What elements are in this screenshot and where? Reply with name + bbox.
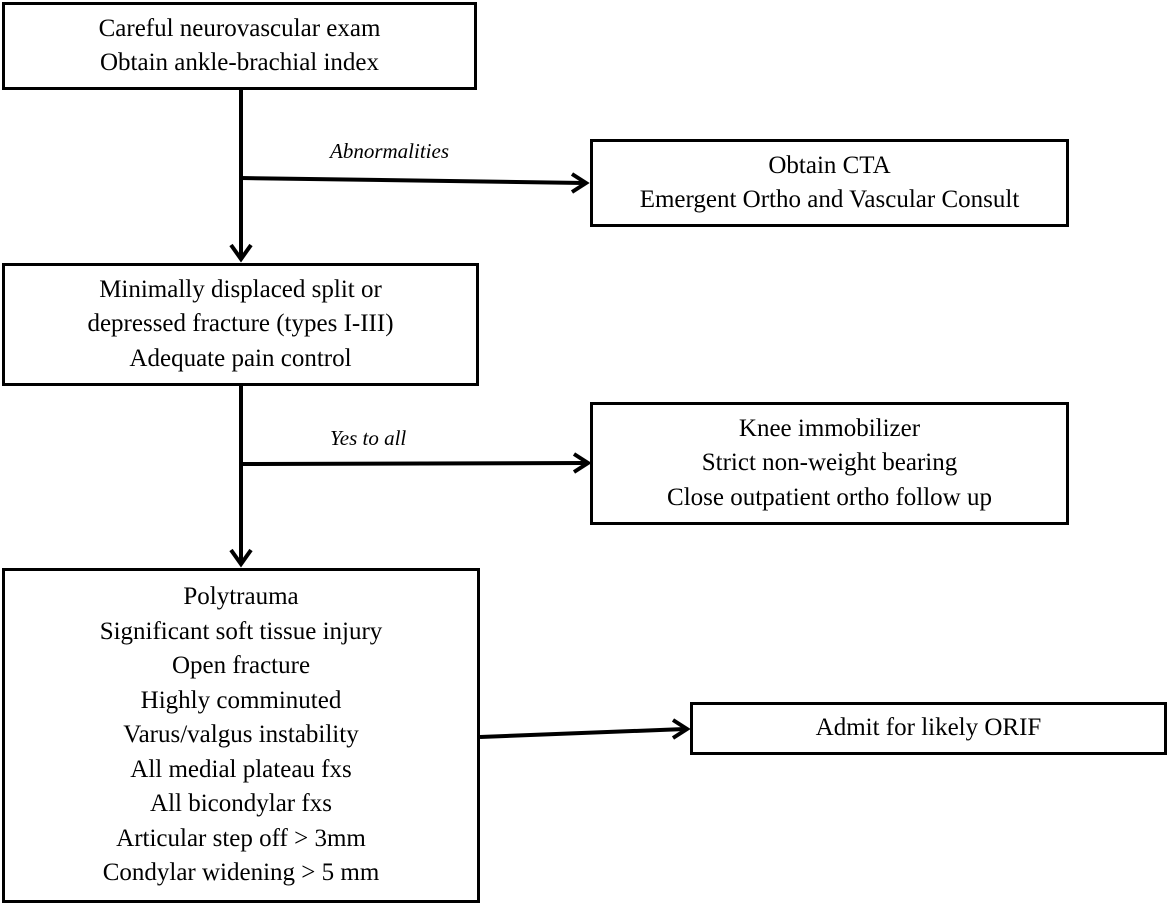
arrow-exam-to-cta (241, 178, 584, 183)
node-minimally-displaced (2, 263, 479, 386)
node-line: Strict non-weight bearing (701, 449, 958, 477)
node-line: Articular step off > 3mm (116, 824, 366, 852)
node-line: Careful neurovascular exam (98, 14, 381, 42)
node-line: Admit for likely ORIF (815, 714, 1042, 742)
node-line: Significant soft tissue injury (99, 617, 383, 645)
node-line: Polytrauma (183, 583, 299, 611)
node-line: Varus/valgus instability (123, 721, 359, 749)
node-line: Open fracture (171, 652, 311, 680)
node-line: Close outpatient ortho follow up (667, 483, 992, 511)
arrow-criteria-to-admit (480, 729, 685, 737)
node-line: depressed fracture (types I-III) (87, 310, 394, 338)
edge-label-abnormalities: Abnormalities (330, 139, 449, 163)
node-line: Obtain ankle-brachial index (99, 49, 380, 76)
node-line: Emergent Ortho and Vascular Consult (639, 186, 1020, 213)
arrow-minimal-to-conservative (241, 463, 586, 464)
node-line: Condylar widening > 5 mm (102, 859, 380, 887)
node-line: Minimally displaced split or (99, 275, 382, 303)
node-obtain-cta (590, 139, 1069, 227)
node-admit-orif (690, 702, 1167, 755)
node-line: Obtain CTA (768, 151, 891, 179)
node-line: Highly comminuted (140, 686, 342, 714)
node-line: Knee immobilizer (738, 414, 921, 442)
node-operative-criteria (2, 568, 480, 903)
node-neurovascular-exam (2, 2, 477, 90)
node-line: All medial plateau fxs (130, 755, 352, 783)
node-line: Adequate pain control (129, 344, 352, 372)
node-conservative-management (590, 402, 1069, 525)
node-line: All bicondylar fxs (150, 790, 332, 818)
edge-label-yes-to-all: Yes to all (330, 426, 407, 450)
